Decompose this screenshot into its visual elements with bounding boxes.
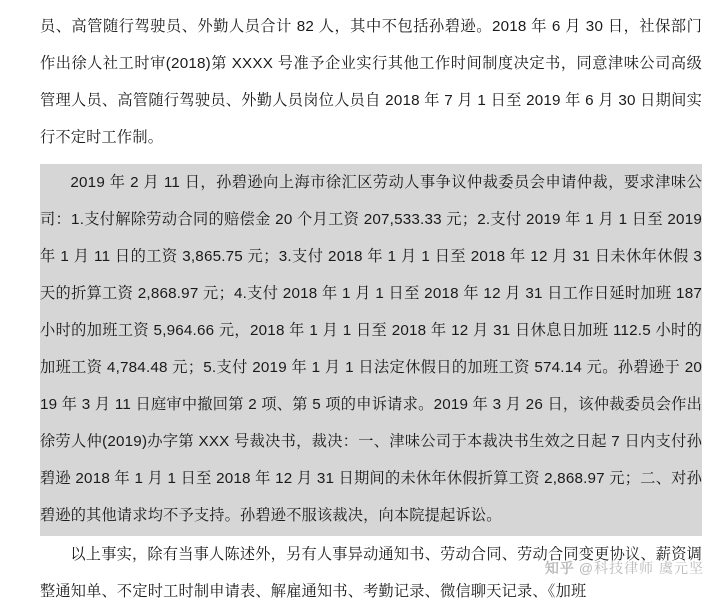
paragraph-3: 以上事实，除有当事人陈述外，另有人事异动通知书、劳动合同、劳动合同变更协议、薪资调整通知单、不定时工时制申请表、解雇通知书、考勤记录、微信聊天记录、《加班 <box>40 546 702 600</box>
zhihu-logo: 知乎 <box>544 560 575 576</box>
highlighted-block <box>40 164 702 536</box>
paragraph-spacer <box>40 156 702 162</box>
watermark-text: @科技律师 虞元坚 <box>578 560 704 576</box>
paragraph-2: 2019 年 2 月 11 日，孙碧逊向上海市徐汇区劳动人事争议仲裁委员会申请仲裁，要求津味公司：1.支付解除劳动合同的赔偿金 20 个月工资 207,533.33 元；2.支付 2019 年 1 月 1 日至 2019 年 1 月 11 日的工资 3,865.75 元；3.支付 2018 年 1 月 1 日至 2018 年 12 月 31 日未休年休假 3 天的折算工资 2,868.97 元；4.支付 2018 年 1 月 1 日至 2018 年 12 月 31 日工作日延时加班 187 小时的加班工资 5,964.66 元，2018 年 1 月 1 日至 2018 年 12 月 31 日休息日加班 112.5 小时的加班工资 4,784.48 元；5.支付 2019 年 1 月 1 日法定休假日的加班工资 574.14 元。孙碧逊于 2019 年 3 月 11 日庭审中撤回第 2 项、第 5 项的申诉请求。2019 年 3 月 26 日，该仲裁委员会作出徐劳人仲(2019)办字第 XXX 号裁决书，裁决：一、津味公司于本裁决书生效之日起 7 日内支付孙碧逊 2018 年 1 月 1 日至 2018 年 12 月 31 日期间的未休年休假折算工资 2,868.97 元；二、对孙碧逊的其他请求均不予支持。孙碧逊不服该裁决，向本院提起诉讼。 <box>40 174 702 524</box>
watermark <box>545 558 704 578</box>
paragraph-1: 员、高管随行驾驶员、外勤人员合计 82 人，其中不包括孙碧逊。2018 年 6 月 30 日，社保部门作出徐人社工时审(2018)第 XXXX 号准予企业实行其他工作时间制度决定书，同意津味公司高级管理人员、高管随行驾驶员、外勤人员岗位人员自 2018 年 7 月 1 日至 2019 年 6 月 30 日期间实行不定时工作制。 <box>40 18 702 146</box>
